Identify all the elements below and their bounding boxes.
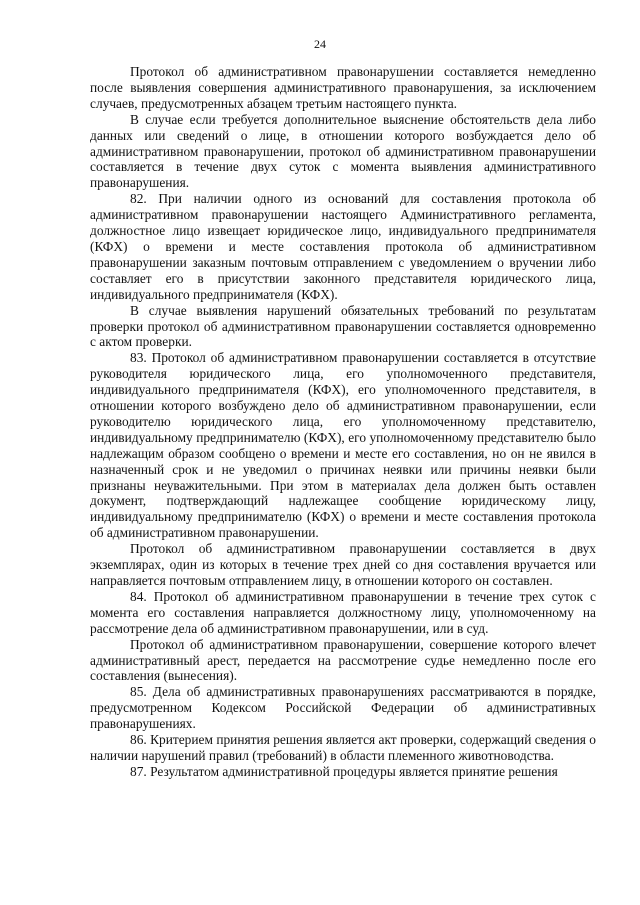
paragraph-84: 84. Протокол об административном правонарушении в течение трех суток с момента его составления направляется должностному лицу, уполномоченному на рассмотрение дела об административном правонарушении, или в суд.: [90, 588, 596, 636]
document-body: [90, 64, 596, 780]
paragraph-82-inspection: В случае выявления нарушений обязательных требований по результатам проверки протокол об административном правонарушении составляется одновременно с актом проверки.: [90, 302, 596, 350]
paragraph-83-copies: Протокол об административном правонарушении составляется в двух экземплярах, один из которых в течение трех дней со дня составления вручается или направляется почтовым отправлением лицу, в отношении которого он составлен.: [90, 541, 596, 588]
paragraph-85: 85. Дела об административных правонарушениях рассматриваются в порядке, предусмотренном Кодексом Российской Федерации об административных правонарушениях.: [90, 684, 596, 732]
paragraph-87: 87. Результатом административной процедуры является принятие решения: [130, 763, 558, 779]
paragraph-84-arrest: Протокол об административном правонарушении, совершение которого влечет административный арест, передается на рассмотрение судье немедленно после его составления (вынесения).: [90, 636, 596, 684]
paragraph-82: 82. При наличии одного из оснований для составления протокола об административном правонарушении настоящего Административного регламента, должностное лицо извещает юридическое лицо, индивидуального предпринимателя (КФХ) о времени и месте составления протокола об административном правонарушении заказным почтовым отправлением с уведомлением о вручении либо составляет его в присутствии законного представителя юридического лица, индивидуального предпринимателя (КФХ).: [90, 191, 596, 302]
paragraph-protocol-two-days: В случае если требуется дополнительное выяснение обстоятельств дела либо данных или сведений о лице, в отношении которого возбуждается дело об административном правонарушении, протокол об административном правонарушении составляется в течение двух суток с момента выявления административного правонарушения.: [90, 111, 596, 191]
paragraph-86: 86. Критерием принятия решения является акт проверки, содержащий сведения о наличии нарушений правил (требований) в области племенного животноводства.: [90, 732, 596, 763]
paragraph-protocol-immediate: Протокол об административном правонарушении составляется немедленно после выявления совершения административного правонарушения, за исключением случаев, предусмотренных абзацем третьим настоящего пункта.: [90, 64, 596, 111]
paragraph-83: 83. Протокол об административном правонарушении составляется в отсутствие руководителя юридического лица, его уполномоченного представителя, индивидуального предпринимателя (КФХ), его уполномоченного представителя, в отношении которого возбуждено дело об административном правонарушении, если руководителю юридического лица, его уполномоченному представителю, индивидуальному предпринимателю (КФХ), его уполномоченному представителю было надлежащим образом сообщено о времени и месте его составления, но он не явился в назначенный срок и не уведомил о причинах неявки или причины неявки были признаны неуважительными. При этом в материалах дела должен быть оставлен документ, подтверждающий надлежащее сообщение юридическому лицу, индивидуальному предпринимателю (КФХ) о времени и месте составления протокола об административном правонарушении.: [90, 350, 596, 541]
page-number: 24: [314, 37, 326, 51]
